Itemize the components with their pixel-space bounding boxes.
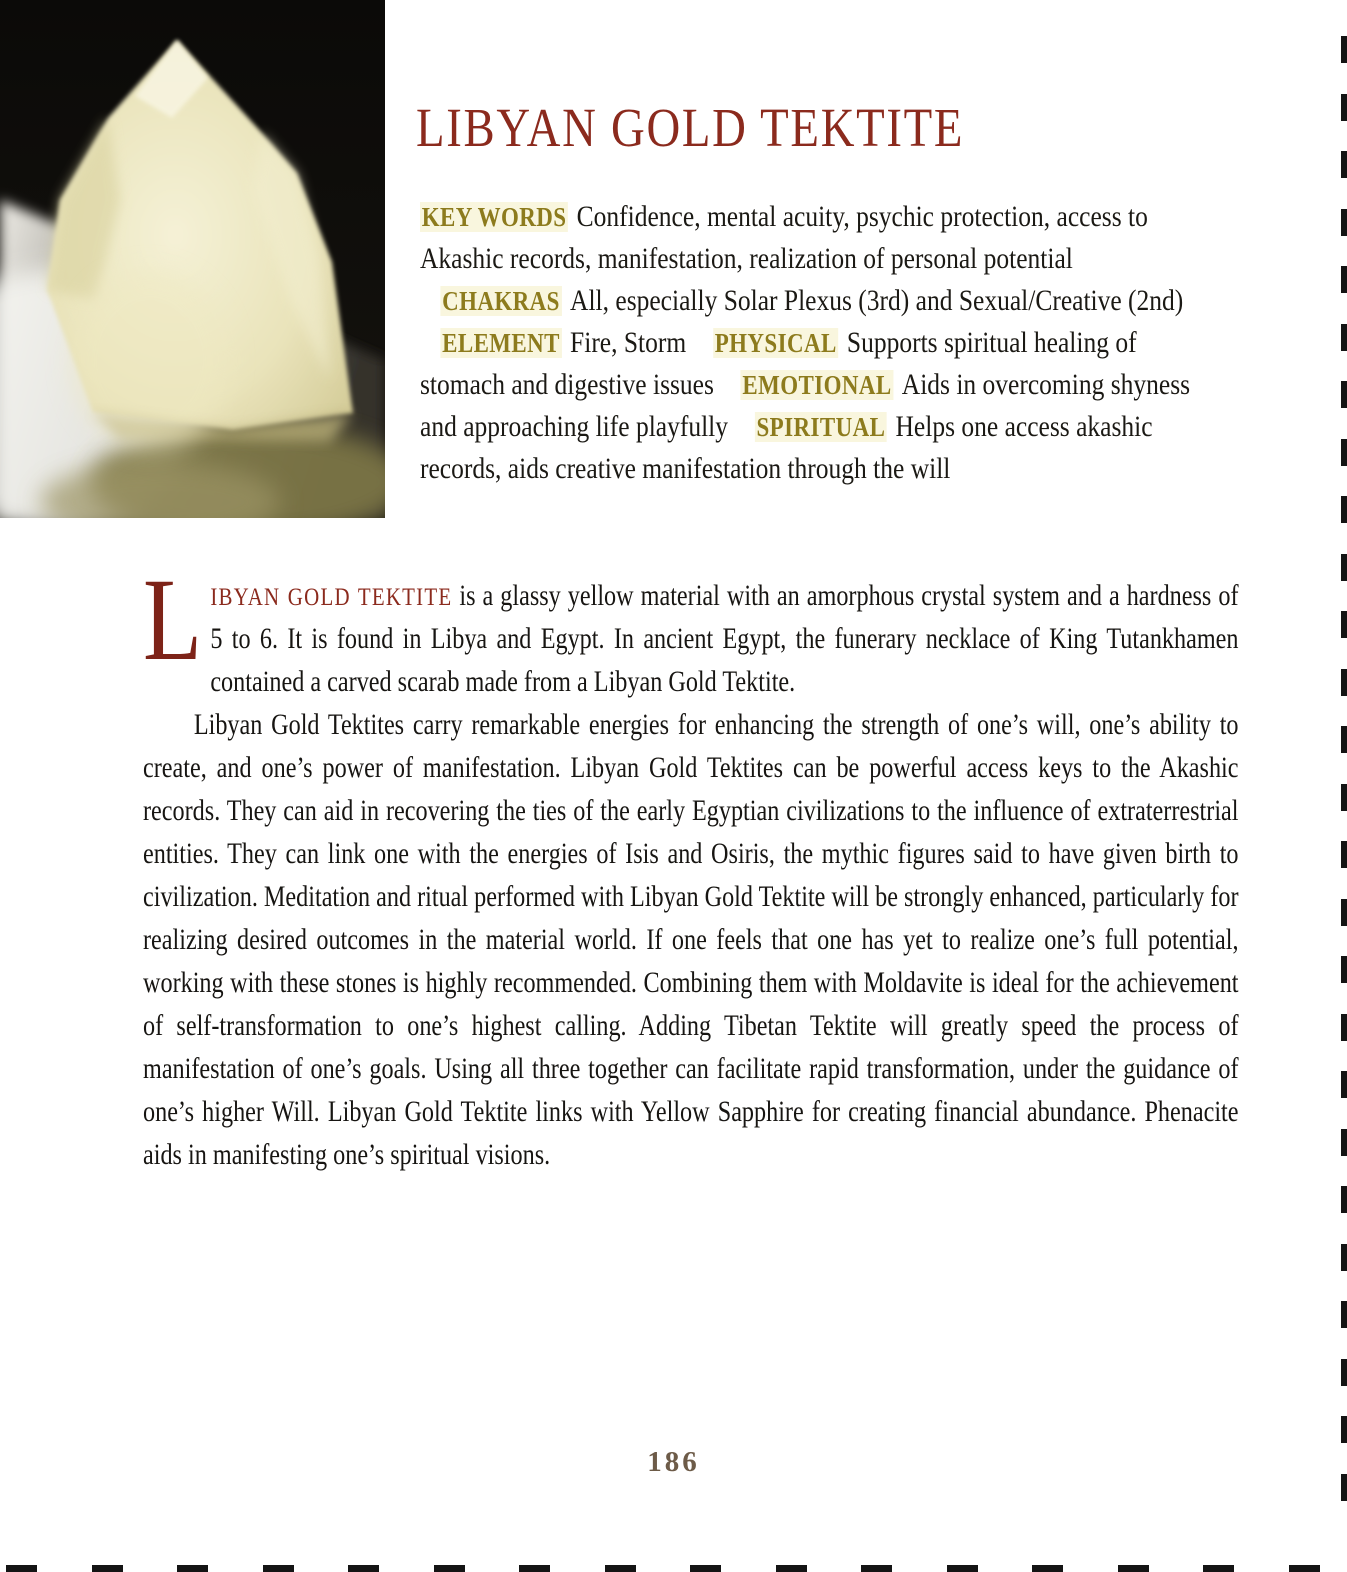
page-edge-tick [1341,439,1347,466]
property-element [420,326,686,359]
page-edge-tick [1341,1301,1347,1328]
page-edge-tick [1341,784,1347,811]
page-edge-dash [263,1565,294,1572]
property-text-emotional: Aids in overcoming shyness and approaching life playfully [420,368,1191,443]
page-edge-dash [177,1565,208,1572]
lead-smallcaps: IBYAN GOLD TEKTITE [210,582,453,611]
property-label-physical: PHYSICAL [714,328,837,358]
page-edge-tick [1341,266,1347,293]
properties-paragraph [420,196,1217,490]
property-text-chakras: All, especially Solar Plexus (3rd) and Sexual/Creative (2nd) [570,284,1184,317]
stone-photo [0,0,385,518]
page-edge-dash [605,1565,636,1572]
property-text-element: Fire, Storm [570,326,687,359]
property-text-spiritual: Helps one access akashic records, aids creative manifestation through the will [420,410,1153,485]
page-edge-tick [1341,554,1347,581]
page-edge-tick [1341,1416,1347,1443]
page-edge-tick [1341,36,1347,63]
page-edge-tick [1341,381,1347,408]
stone-photo-art [0,0,385,518]
paragraph-1-text: is a glassy yellow material with an amorphous crystal system and a hardness of 5 to 6. It is found in Libya and Egypt. In ancient Egypt, the funerary necklace of King Tutankhamen contained a carved scarab made from a Libyan Gold Tektite. [210,580,1239,698]
paragraph-1 [143,554,1239,704]
page-edge-tick [1341,726,1347,753]
page-edge-tick [1341,94,1347,121]
property-label-element: ELEMENT [442,328,560,358]
page-edge-tick [1341,1359,1347,1386]
page-edge-tick [1341,209,1347,236]
page-edge-dash [690,1565,721,1572]
page-edge-dash [776,1565,807,1572]
page-edge-tick [1341,324,1347,351]
page-edge-tick [1341,1129,1347,1156]
paragraph-2: Libyan Gold Tektites carry remarkable energies for enhancing the strength of one’s will, one’s ability to create, and one’s power of manifestation. Libyan Gold Tektites can be powerful access keys to the Akashic records. They can aid in recovering the ties of the early Egyptian civilizations to the influence of extraterrestrial entities. They can link one with the energies of Isis and Osiris, the mythic figures said to have given birth to civilization. Meditation and ritual performed with Libyan Gold Tektite will be strongly enhanced, particularly for realizing desired outcomes in the material world. If one feels that one has yet to realize one’s full potential, working with these stones is highly recommended. Combining them with Moldavite is ideal for the achievement of self-transformation to one’s highest calling. Adding Tibetan Tektite will greatly speed the process of manifestation of one’s goals. Using all three together can facilitate rapid transformation, under the guidance of one’s higher Will. Libyan Gold Tektite links with Yellow Sapphire for creating financial abundance. Phenacite aids in manifesting one’s spiritual visions. [143,709,1239,1171]
page-edge-dash [861,1565,892,1572]
property-label-spiritual: SPIRITUAL [756,412,886,442]
property-label-emotional: EMOTIONAL [742,370,892,400]
property-chakras [420,284,1183,317]
page-edge-tick [1341,611,1347,638]
page-edge-dash [1118,1565,1149,1572]
property-text-key-words: Confidence, mental acuity, psychic protection, access to Akashic records, manifestation, realization of personal potential [420,200,1148,275]
page-edge-tick [1341,841,1347,868]
page-number: 186 [647,1446,700,1478]
property-label-key-words: KEY WORDS [421,202,567,232]
body-text [143,554,1239,1177]
page-edge-dash [6,1565,37,1572]
page-edge-dashes-bottom [0,1564,1347,1572]
page-edge-dash [1203,1565,1234,1572]
page-edge-dash [947,1565,978,1572]
page-title: LIBYAN GOLD TEKTITE [416,97,965,158]
page-edge-dash [519,1565,550,1572]
page-edge-tick [1341,1474,1347,1501]
page-edge-tick [1341,956,1347,983]
page-edge-dash [434,1565,465,1572]
page-edge-tick [1341,899,1347,926]
page-edge-dash [1289,1565,1320,1572]
page-edge-tick [1341,1244,1347,1271]
page-edge-tick [1341,1186,1347,1213]
page-edge-dash [92,1565,123,1572]
page-edge-tick [1341,151,1347,178]
page-edge-tick [1341,1071,1347,1098]
drop-cap: L [143,554,203,685]
page-edge-tick [1341,669,1347,696]
page-edge-dash [348,1565,379,1572]
page-edge-tick [1341,1014,1347,1041]
page-edge-ticks-right [1339,0,1347,1572]
property-key-words [420,200,1148,275]
property-text-physical: Supports spiritual healing of stomach and digestive issues [420,326,1137,401]
property-label-chakras: CHAKRAS [442,286,560,316]
page-edge-dash [1032,1565,1063,1572]
page-edge-tick [1341,496,1347,523]
